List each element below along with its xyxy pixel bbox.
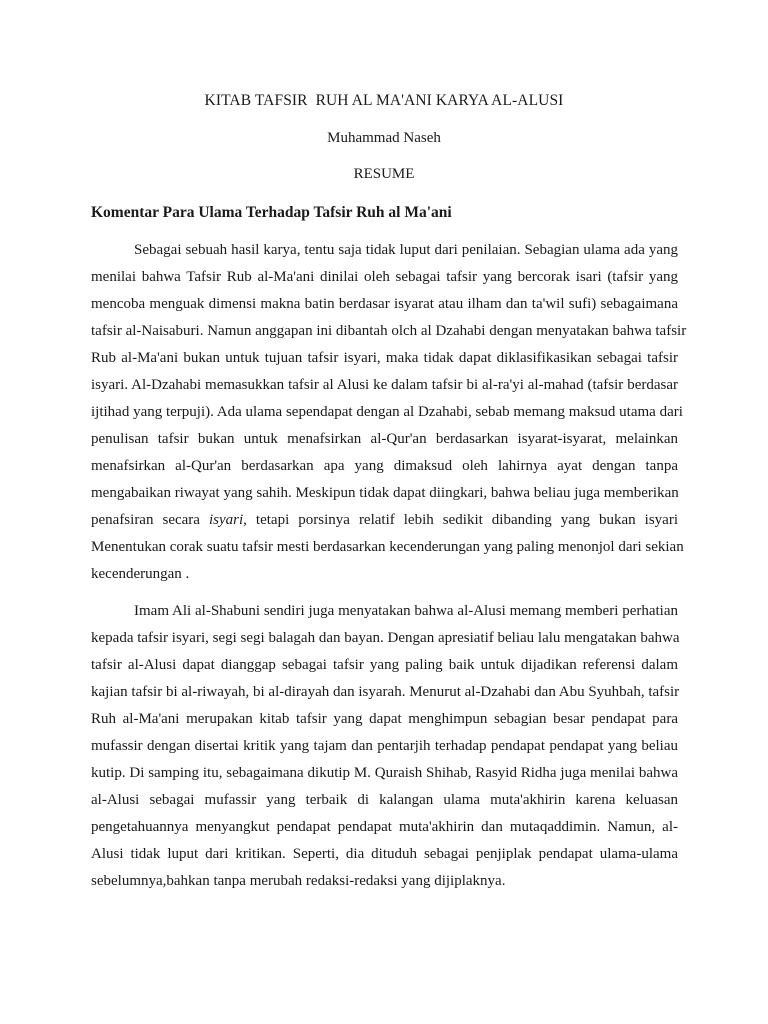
author-name: Muhammad Naseh — [327, 130, 441, 146]
paragraph-2-line: Imam Ali al-Shabuni sendiri juga menyatakan bahwa al-Alusi memang memberi perhatian — [134, 603, 678, 619]
paragraph-2-line: mufassir dengan disertai kritik yang tajam dan pentarjih terhadap pendapat pendapat yang beliau — [91, 738, 678, 754]
paragraph-2-line: kajian tafsir bi al-riwayah, bi al-dirayah dan isyarah. Menurut al-Dzahabi dan Abu Syuhbah, tafsir — [91, 684, 680, 700]
isyari-italic: isyari — [208, 512, 244, 528]
document-title: KITAB TAFSIR RUH AL MA'ANI KARYA AL-ALUSI — [204, 92, 564, 109]
paragraph-1-line-isyari — [91, 511, 678, 529]
paragraph-2-line: Ruh al-Ma'ani merupakan kitab tafsir yang dapat menghimpun sebagian besar pendapat para — [91, 711, 678, 727]
paragraph-1-line: ijtihad yang terpuji). Ada ulama sependapat dengan al Dzahabi, sebab memang maksud utama dari — [91, 404, 683, 420]
paragraph-2-line: kutip. Di samping itu, sebagaimana dikutip M. Quraish Shihab, Rasyid Ridha juga menilai bahwa — [91, 765, 678, 781]
paragraph-1-line: penulisan tafsir bukan untuk menafsirkan al-Qur'an berdasarkan isyarat-isyarat, melainkan — [91, 431, 678, 447]
paragraph-1-line: isyari. Al-Dzahabi memasukkan tafsir al Alusi ke dalam tafsir bi al-ra'yi al-mahad (tafsir berdasar — [91, 377, 678, 393]
paragraph-1-line: mengabaikan riwayat yang sahih. Meskipun tidak dapat diingkari, bahwa beliau juga memberikan — [91, 485, 679, 501]
paragraph-1-line: Rub al-Ma'ani bukan untuk tujuan tafsir isyari, maka tidak dapat diklasifikasikan sebagai tafsir — [91, 350, 678, 366]
paragraph-1-line: Sebagai sebuah hasil karya, tentu saja tidak luput dari penilaian. Sebagian ulama ada yang — [134, 242, 678, 258]
paragraph-2-line: sebelumnya,bahkan tanpa merubah redaksi-redaksi yang dijiplaknya. — [91, 873, 506, 889]
isyari-before: penafsiran secara — [91, 512, 209, 528]
paragraph-2-line: tafsir al-Alusi dapat dianggap sebagai tafsir yang paling baik untuk dijadikan referensi dalam — [91, 657, 678, 673]
paragraph-1-line: mencoba menguak dimensi makna batin berdasar isyarat atau ilham dan ta'wil sufi) sebagaimana — [91, 296, 678, 312]
paragraph-1-line: tafsir al-Naisaburi. Namun anggapan ini dibantah olch al Dzahabi dengan menyatakan bahwa tafsir — [91, 323, 687, 339]
paragraph-1-line: kecenderungan . — [91, 566, 190, 582]
paragraph-2-line: pengetahuannya menyangkut pendapat pendapat muta'akhirin dan mutaqaddimin. Namun, al- — [91, 819, 678, 835]
isyari-after: , tetapi porsinya relatif lebih sedikit dibanding yang bukan isyari — [243, 512, 678, 528]
paragraph-1-line: Menentukan corak suatu tafsir mesti berdasarkan kecenderungan yang paling menonjol dari sekian — [91, 539, 684, 555]
paragraph-2-line: Alusi tidak luput dari kritikan. Seperti, dia dituduh sebagai penjiplak pendapat ulama-ulama — [91, 846, 678, 862]
section-heading: Komentar Para Ulama Terhadap Tafsir Ruh al Ma'ani — [91, 204, 452, 221]
paragraph-2-line: al-Alusi sebagai mufassir yang terbaik di kalangan ulama muta'akhirin karena keluasan — [91, 792, 678, 808]
resume-label: RESUME — [353, 166, 415, 182]
paragraph-1-line: menilai bahwa Tafsir Rub al-Ma'ani dinilai oleh sebagai tafsir yang bercorak isari (tafsir yang — [91, 269, 678, 285]
paragraph-1-line: menafsirkan al-Qur'an berdasarkan apa yang dimaksud oleh lahirnya ayat dengan tanpa — [91, 458, 678, 474]
paragraph-2-line: kepada tafsir isyari, segi segi balagah dan bayan. Dengan apresiatif beliau lalu mengatakan bahwa — [91, 630, 680, 646]
